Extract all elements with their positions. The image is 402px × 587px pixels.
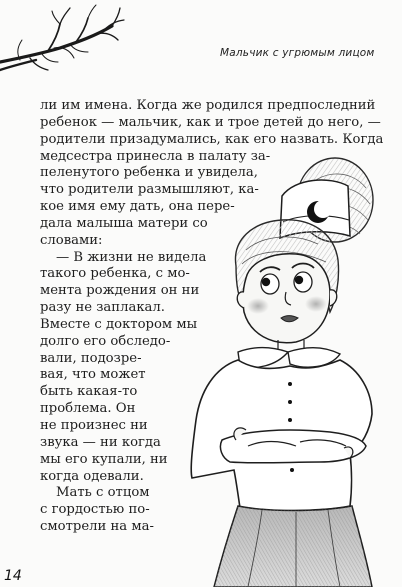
text-line: вая, что может	[40, 367, 146, 383]
text-line: медсестра принесла в палату за-	[40, 148, 271, 164]
text-line: ли им имена. Когда же родился предпоследний	[40, 98, 376, 113]
text-line: мы его купали, ни	[40, 451, 168, 467]
text-line: мента рождения он ни	[40, 283, 200, 299]
text-line: кое имя ему дать, она пере-	[40, 199, 235, 214]
text-line: ребенок — мальчик, как и трое детей до него, —	[40, 114, 381, 130]
text-line: — В жизни не видела	[56, 249, 207, 265]
text-line: что родители размышляют, ка-	[40, 182, 259, 198]
text-line: вали, подозре-	[40, 350, 142, 366]
text-line: разу не заплакал.	[40, 300, 165, 316]
text-line: долго его обследо-	[40, 333, 171, 349]
text-line: Мать с отцом	[56, 485, 150, 501]
running-head: Мальчик с угрюмым лицом	[220, 47, 375, 59]
page-number: 14	[4, 568, 22, 584]
text-line: не произнес ни	[40, 418, 148, 433]
text-line: родители призадумались, как его назвать. Когда	[40, 131, 384, 147]
text-line: смотрели на ма-	[40, 519, 154, 534]
text-line: дала малыша матери со	[40, 215, 208, 231]
text-line: словами:	[40, 232, 103, 248]
text-line: пеленутого ребенка и увидела,	[40, 165, 258, 181]
text-line: звука — ни когда	[40, 434, 161, 450]
text-line: проблема. Он	[40, 401, 136, 417]
text-line: такого ребенка, с мо-	[40, 266, 190, 282]
text-line: когда одевали.	[40, 468, 144, 484]
text-line: быть какая-то	[40, 384, 138, 400]
text-line: Вместе с доктором мы	[40, 316, 198, 332]
text-line: с гордостью по-	[40, 502, 150, 518]
